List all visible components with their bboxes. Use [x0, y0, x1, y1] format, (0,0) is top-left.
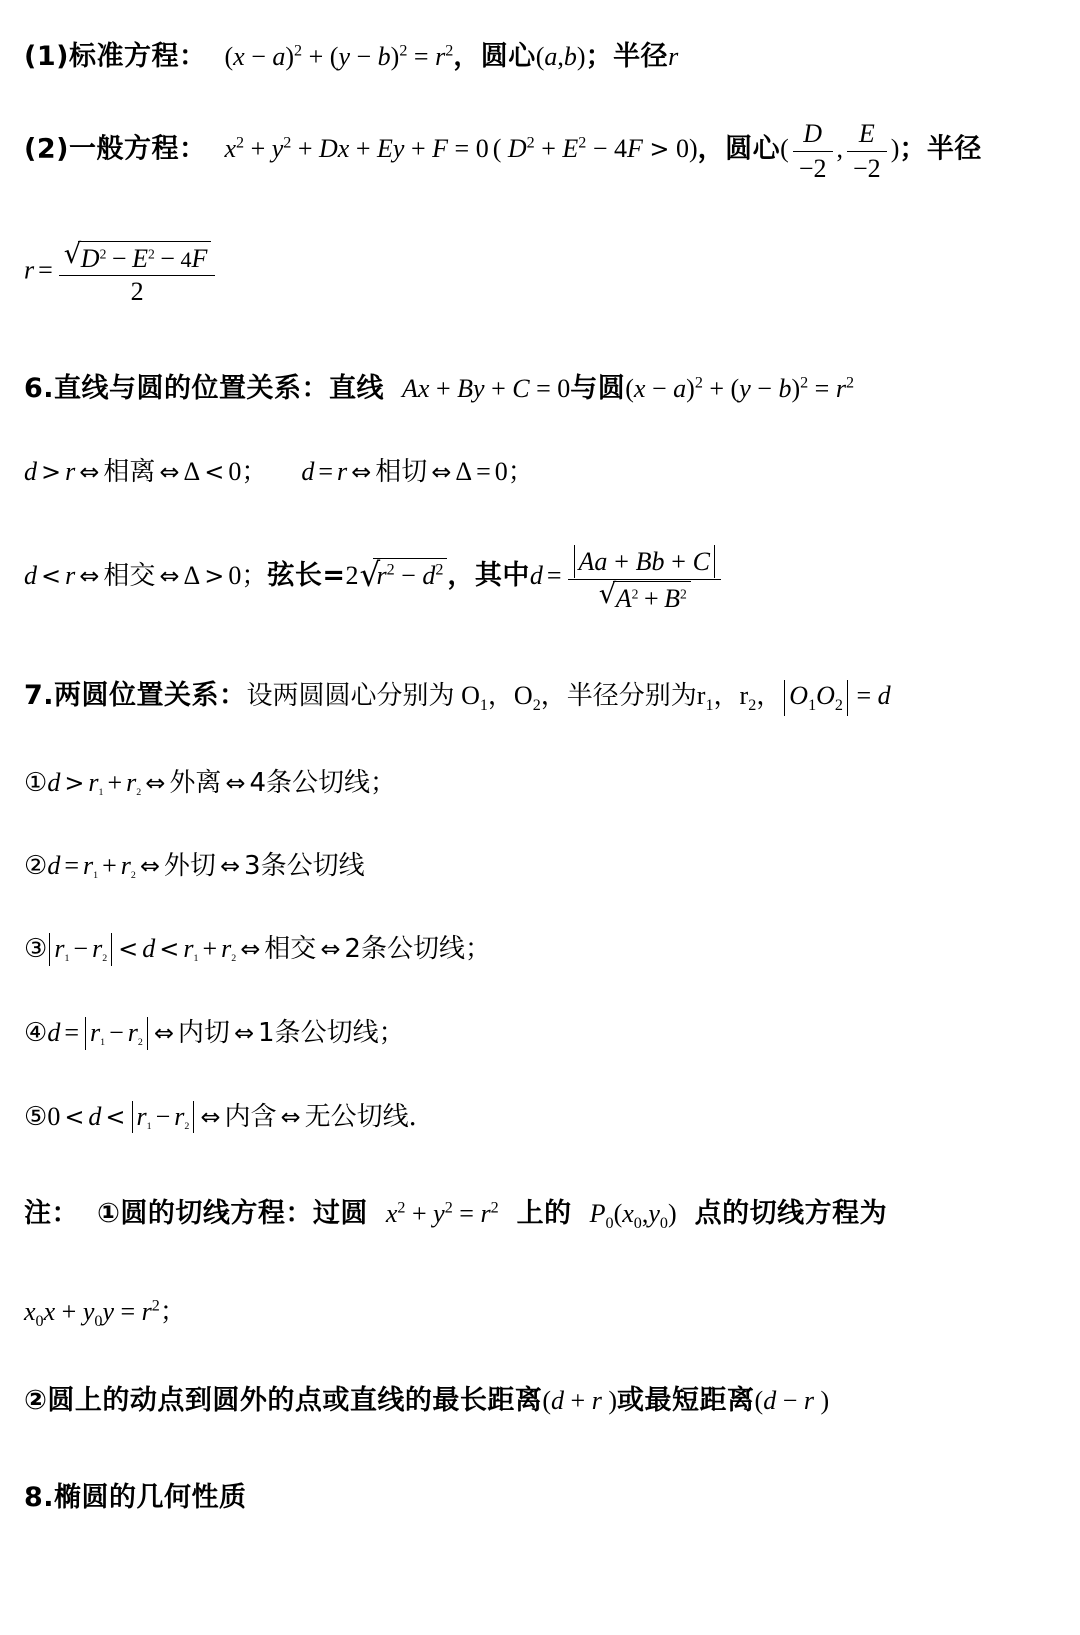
label-contained: 内含 [224, 1101, 277, 1132]
formula-line-general-radius: r = √ $\frac{D^2 - E^2 - 4F}{2}$ [0, 242, 1080, 308]
label-with-circle: 与圆 [570, 372, 626, 404]
note-2-text-b: 或最短距离 [617, 1384, 755, 1416]
label-tangent: 相切 [375, 456, 428, 487]
expr-general-equation: $x^2 + y^2 + Dx + Ey + F = 0$ [224, 134, 489, 164]
expr-general-condition: ( $D^2 + E^2 - 4F > 0$) [492, 134, 698, 164]
spacer [0, 615, 1080, 673]
expr-O1O2-distance: $O_1O_2 = d$ [782, 681, 890, 710]
label-radius2: ；半径 [899, 133, 982, 165]
expr-circle-equation: $(x - a)^2 + (y - b)^2 = r^2$ [625, 373, 855, 403]
expr-O2: $O_2$ [513, 680, 541, 714]
spacer [0, 882, 1080, 928]
bullet-2: ② [24, 851, 48, 882]
expr-chord-length: 2 √ $r^2 - d^2$ [345, 561, 447, 590]
case-item-4: ④d = $r_1 - r_2$ ⇔ 内切 ⇔ 1条公切线； [24, 1018, 405, 1049]
expr-tangent-point: $P_0(x_0,y_0)$ [589, 1199, 677, 1233]
spacer [0, 716, 1080, 762]
label-external-tangent: 外切 [163, 851, 216, 882]
heading-7: 7.两圆位置关系： [24, 679, 247, 711]
section-7-title: 7.两圆位置关系：设两圆圆心分别为 $O_1$，$O_2$，半径分别为$r_1$，$r_2$， $O_1O_2 = d$ [0, 673, 1080, 717]
spacer [0, 1133, 1080, 1191]
expr-min-distance: (d − r ) [754, 1385, 830, 1415]
expr-tangent-line-equation: $x_0x + y_0y = r^2$ [24, 1297, 160, 1331]
label-standard-equation: (1)标准方程： [24, 41, 207, 72]
note-1-text-b: 上的 [516, 1198, 572, 1230]
label-radius: ；半径 [585, 41, 669, 72]
label-internal-tangent: 内切 [177, 1018, 230, 1049]
bullet-1: ① [24, 768, 48, 799]
spacer [0, 0, 1080, 34]
spacer [0, 1233, 1080, 1291]
expr-r2: $r_2$ [739, 680, 757, 714]
label-separate: 相离 [103, 456, 156, 487]
case-item-5: ⑤0 < $d < r_1 - r_2$ ⇔ 内含 ⇔ 无公切线． [24, 1101, 435, 1132]
label-general-equation: (2)一般方程： [24, 133, 207, 165]
note-line-1 [0, 1191, 1080, 1233]
label-chord-length: 弦长= [267, 559, 346, 591]
case-item-2: ②d = $r_1 + r_2$ ⇔ 外切 ⇔ 3条公切线 [24, 851, 365, 882]
label-2-tangents: 2条公切线； [344, 934, 491, 965]
label-intersect: 相交 [103, 560, 156, 591]
label-note: 注： [24, 1198, 79, 1230]
case-item-3: ③ $r_1 - r_2 < d < r_1 + r_2$ ⇔ 相交 ⇔ 2条公切线； [24, 934, 491, 965]
formula-line-standard-equation [0, 34, 1080, 73]
heading-8: 8.椭圆的几何性质 [24, 1481, 247, 1513]
bullet-4: ④ [24, 1018, 48, 1049]
expr-general-radius-fraction: √ $\frac{D^2 - E^2 - 4F}{2}$ [59, 241, 216, 307]
spacer [0, 966, 1080, 1012]
spacer [0, 799, 1080, 845]
spacer [0, 184, 1080, 242]
case-line-intersect-chord: d < r ⇔ 相交 ⇔ Δ > 0；弦长=2 √ $r^2 - d^2$ ，其中d = Aa + Bb + C √ $A^2 + B^2$ [0, 546, 1080, 615]
case-item-1: ①d > $r_1 + r_2$ ⇔ 外离 ⇔ 4条公切线； [24, 768, 397, 799]
section-6-title [0, 366, 1080, 405]
expr-O1: $O_1$ [454, 680, 488, 714]
label-intersect-circles: 相交 [264, 934, 317, 965]
note-1-text-a: ①圆的切线方程：过圆 [97, 1198, 368, 1230]
case-line-separate-tangent: d > r ⇔ 相离 ⇔ Δ < 0； d = r ⇔ 相切 ⇔ Δ = 0； [24, 456, 534, 487]
label-no-tangent: 无公切线． [304, 1101, 435, 1132]
spacer [0, 1050, 1080, 1096]
spacer [0, 1332, 1080, 1378]
label-center: ，圆心 [453, 41, 536, 72]
section-8-title [0, 1475, 1080, 1514]
expr-max-distance: (d + r ) [542, 1385, 618, 1415]
text-radii: 半径分别为 [566, 680, 697, 711]
label-external-separate: 外离 [169, 768, 222, 799]
formula-line-general-equation [0, 119, 1080, 184]
expr-standard-equation: $(x - a)^2 + (y - b)^2 = r^2$ [224, 42, 454, 71]
expr-center-ab: (a,b) [535, 42, 586, 71]
spacer [0, 308, 1080, 366]
label-line: 直线 [329, 372, 385, 404]
heading-6: 6.直线与圆的位置关系： [24, 372, 330, 404]
spacer [0, 1514, 1080, 1548]
label-center2: ，圆心 [697, 133, 781, 165]
bullet-3: ③ [24, 934, 48, 965]
expr-tangent-circle: $x^2 + y^2 = r^2$ [385, 1199, 499, 1229]
expr-r1: $r_1$ [696, 680, 714, 714]
label-4-tangents: 4条公切线； [249, 768, 397, 799]
note-2-text: ②圆上的动点到圆外的点或直线的最长距离 [24, 1384, 543, 1416]
note-line-1-formula: $x_0x + y_0y = r^2$； [24, 1297, 186, 1331]
label-where: ，其中 [447, 559, 530, 591]
label-3-tangents: 3条公切线 [244, 851, 365, 882]
spacer [0, 488, 1080, 546]
note-1-text-c: 点的切线方程为 [694, 1198, 888, 1230]
expr-radius-r: r [668, 42, 679, 71]
expr-distance-formula: Aa + Bb + C √ $A^2 + B^2$ [568, 545, 721, 614]
expr-line-equation: Ax + By + C = 0 [402, 373, 571, 403]
spacer [0, 405, 1080, 451]
bullet-5: ⑤ [24, 1101, 48, 1132]
spacer [0, 73, 1080, 119]
label-1-tangent: 1条公切线； [258, 1018, 405, 1049]
text-two-circle-centers: 设两圆圆心分别为 [246, 680, 455, 711]
spacer [0, 1417, 1080, 1475]
expr-general-center: ( $\frac{D}{-2}$ , $\frac{E}{-2}$ ) [780, 119, 900, 183]
expr-r-lhs: r [24, 255, 35, 285]
note-line-2 [0, 1378, 1080, 1417]
